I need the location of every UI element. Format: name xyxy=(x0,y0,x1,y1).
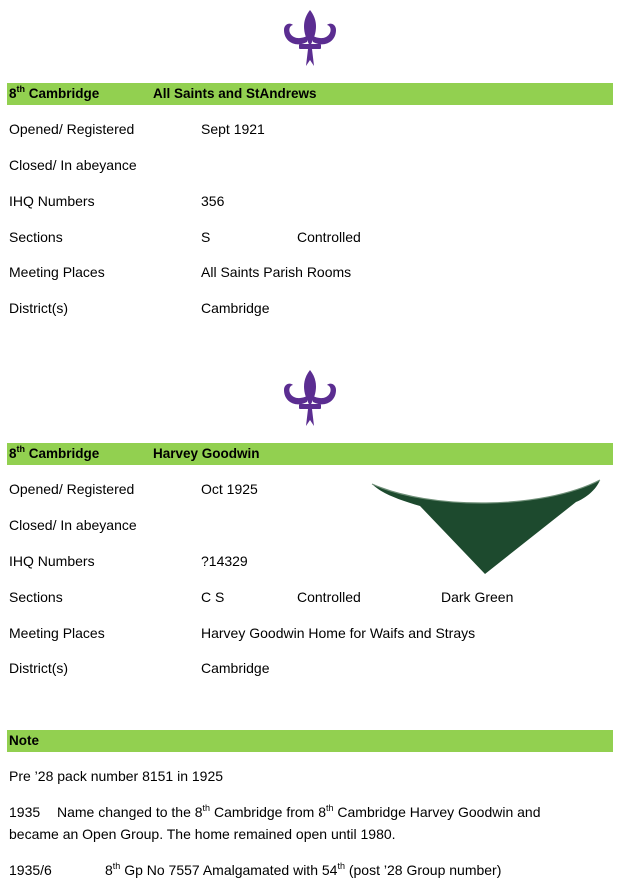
district-label: District(s) xyxy=(9,660,69,676)
note-line: Pre ’28 pack number 8151 in 1925 xyxy=(9,768,224,784)
group-name: All Saints and StAndrews xyxy=(153,86,317,101)
closed-label: Closed/ In abeyance xyxy=(9,517,137,533)
meeting-value: All Saints Parish Rooms xyxy=(201,264,352,280)
group-number: 8th Cambridge xyxy=(9,444,100,461)
meeting-value: Harvey Goodwin Home for Waifs and Strays xyxy=(201,625,476,641)
fleur-de-lis-icon xyxy=(280,368,340,428)
sections-label: Sections xyxy=(9,589,63,605)
ihq-label: IHQ Numbers xyxy=(9,553,95,569)
note-year: 1935/6 xyxy=(9,862,52,878)
group-name: Harvey Goodwin xyxy=(153,446,260,461)
note-line: Name changed to the 8th Cambridge from 8th Cambridge Harvey Goodwin and xyxy=(57,803,541,820)
scarf-colour: Dark Green xyxy=(441,589,514,605)
ihq-value: 356 xyxy=(201,193,225,209)
sections-value: S xyxy=(201,229,211,245)
meeting-label: Meeting Places xyxy=(9,264,105,280)
note-line: became an Open Group. The home remained open until 1980. xyxy=(9,826,396,842)
ihq-value: ?14329 xyxy=(201,553,248,569)
sections-value: C S xyxy=(201,589,225,605)
closed-label: Closed/ In abeyance xyxy=(9,157,137,173)
opened-value: Oct 1925 xyxy=(201,481,258,497)
neckerchief-icon xyxy=(370,478,602,578)
opened-label: Opened/ Registered xyxy=(9,121,135,137)
group-number: 8th Cambridge xyxy=(9,84,100,101)
district-value: Cambridge xyxy=(201,660,270,676)
opened-value: Sept 1921 xyxy=(201,121,265,137)
fleur-de-lis-icon xyxy=(280,8,340,68)
note-header-bar xyxy=(7,730,613,752)
district-label: District(s) xyxy=(9,300,69,316)
note-year: 1935 xyxy=(9,804,41,820)
note-line: 8th Gp No 7557 Amalgamated with 54th (post ’28 Group number) xyxy=(105,861,502,878)
district-value: Cambridge xyxy=(201,300,270,316)
meeting-label: Meeting Places xyxy=(9,625,105,641)
note-title: Note xyxy=(9,733,39,748)
sections-status: Controlled xyxy=(297,229,361,245)
ihq-label: IHQ Numbers xyxy=(9,193,95,209)
group-header-bar xyxy=(7,443,613,465)
group-header-bar xyxy=(7,83,613,105)
sections-label: Sections xyxy=(9,229,63,245)
sections-status: Controlled xyxy=(297,589,361,605)
opened-label: Opened/ Registered xyxy=(9,481,135,497)
